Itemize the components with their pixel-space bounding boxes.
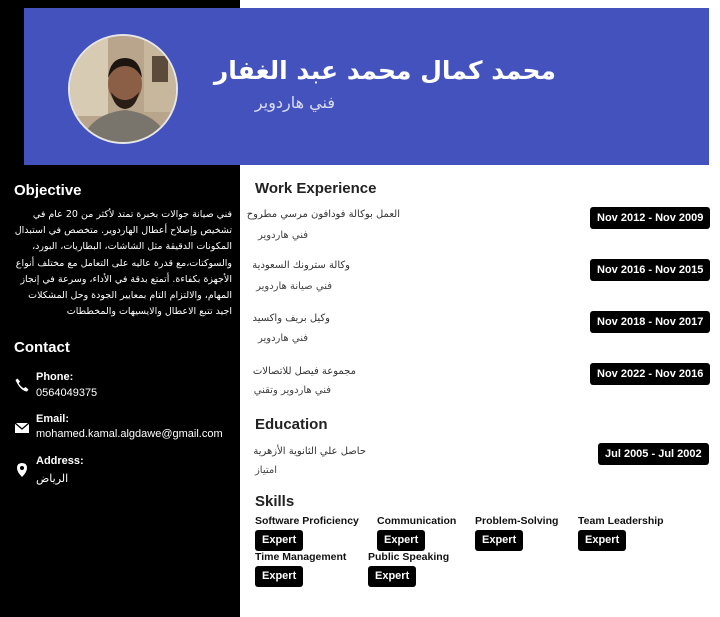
phone-label: Phone: [36, 371, 74, 383]
objective-heading: Objective [14, 182, 82, 199]
email-value[interactable]: mohamed.kamal.algdawe@gmail.com [36, 428, 223, 440]
profile-photo-image [70, 36, 178, 144]
work-dates: Nov 2022 - Nov 2016 [590, 363, 710, 385]
work-role: فني هاردوير [257, 333, 308, 344]
location-pin-icon [14, 462, 30, 478]
skill-level-badge: Expert [377, 530, 425, 551]
education-dates: Jul 2005 - Jul 2002 [598, 443, 709, 465]
work-company: وكيل بريف واكسيد [252, 313, 330, 324]
skills-heading: Skills [255, 493, 295, 510]
skill-name: Communication [377, 515, 457, 527]
work-experience-heading: Work Experience [255, 180, 377, 197]
skill-name: Team Leadership [578, 515, 664, 527]
address-value: الرياض [36, 473, 69, 485]
email-label: Email: [36, 413, 70, 425]
work-dates: Nov 2012 - Nov 2009 [590, 207, 710, 229]
skill-name: Time Management [255, 551, 347, 563]
profile-photo [68, 34, 178, 144]
work-company: وكالة سترونك السعودية [252, 260, 350, 271]
skill-name: Problem-Solving [475, 515, 559, 527]
skill-name: Public Speaking [368, 551, 450, 563]
address-label: Address: [36, 455, 84, 467]
work-role: فني هاردوير [257, 230, 308, 241]
phone-value: 0564049375 [36, 387, 98, 399]
work-role: فني صيانة هاردوير [256, 281, 332, 292]
full-name: محمد كمال محمد عبد الغفار [213, 56, 556, 85]
job-title: فني هاردوير [254, 93, 335, 112]
education-heading: Education [255, 416, 328, 433]
contact-heading: Contact [14, 339, 70, 356]
work-dates: Nov 2016 - Nov 2015 [590, 259, 710, 281]
objective-text: فني صيانة جوالات بخبرة تمتد لأكثر من 20 عام في تشخيص وإصلاح أعطال الهاردوير. متخصص في استبدال المكونات الدقيقة مثل الشاشات، البطاريات، البورد، والسوكتات،مع قدرة عاليه على التعامل مع مختلف أنواع الأجهزة بكفاءة. أتمتع بدقة في الأداء، وسرعة في إنجاز المهام، والالتزام التام بمعايير الجودة وحل المشكلات اجيد تتبع الاعطال والايسيهات والمخططات [14, 209, 232, 318]
education-grade: امتياز [254, 465, 277, 476]
work-company: مجموعة فيصل للاتصالات [252, 366, 356, 377]
skill-level-badge: Expert [578, 530, 626, 551]
skill-name: Software Proficiency [255, 515, 359, 527]
skill-level-badge: Expert [255, 566, 303, 587]
education-school: حاصل علي الثانوية الأزهرية [253, 446, 366, 457]
phone-icon [14, 377, 30, 393]
work-company: العمل بوكالة فودافون مرسي مطروح [246, 209, 400, 220]
email-icon [14, 420, 30, 436]
work-dates: Nov 2018 - Nov 2017 [590, 311, 710, 333]
skill-level-badge: Expert [475, 530, 523, 551]
skill-level-badge: Expert [255, 530, 303, 551]
work-role: فني هاردوير وتقني [253, 385, 331, 396]
skill-level-badge: Expert [368, 566, 416, 587]
